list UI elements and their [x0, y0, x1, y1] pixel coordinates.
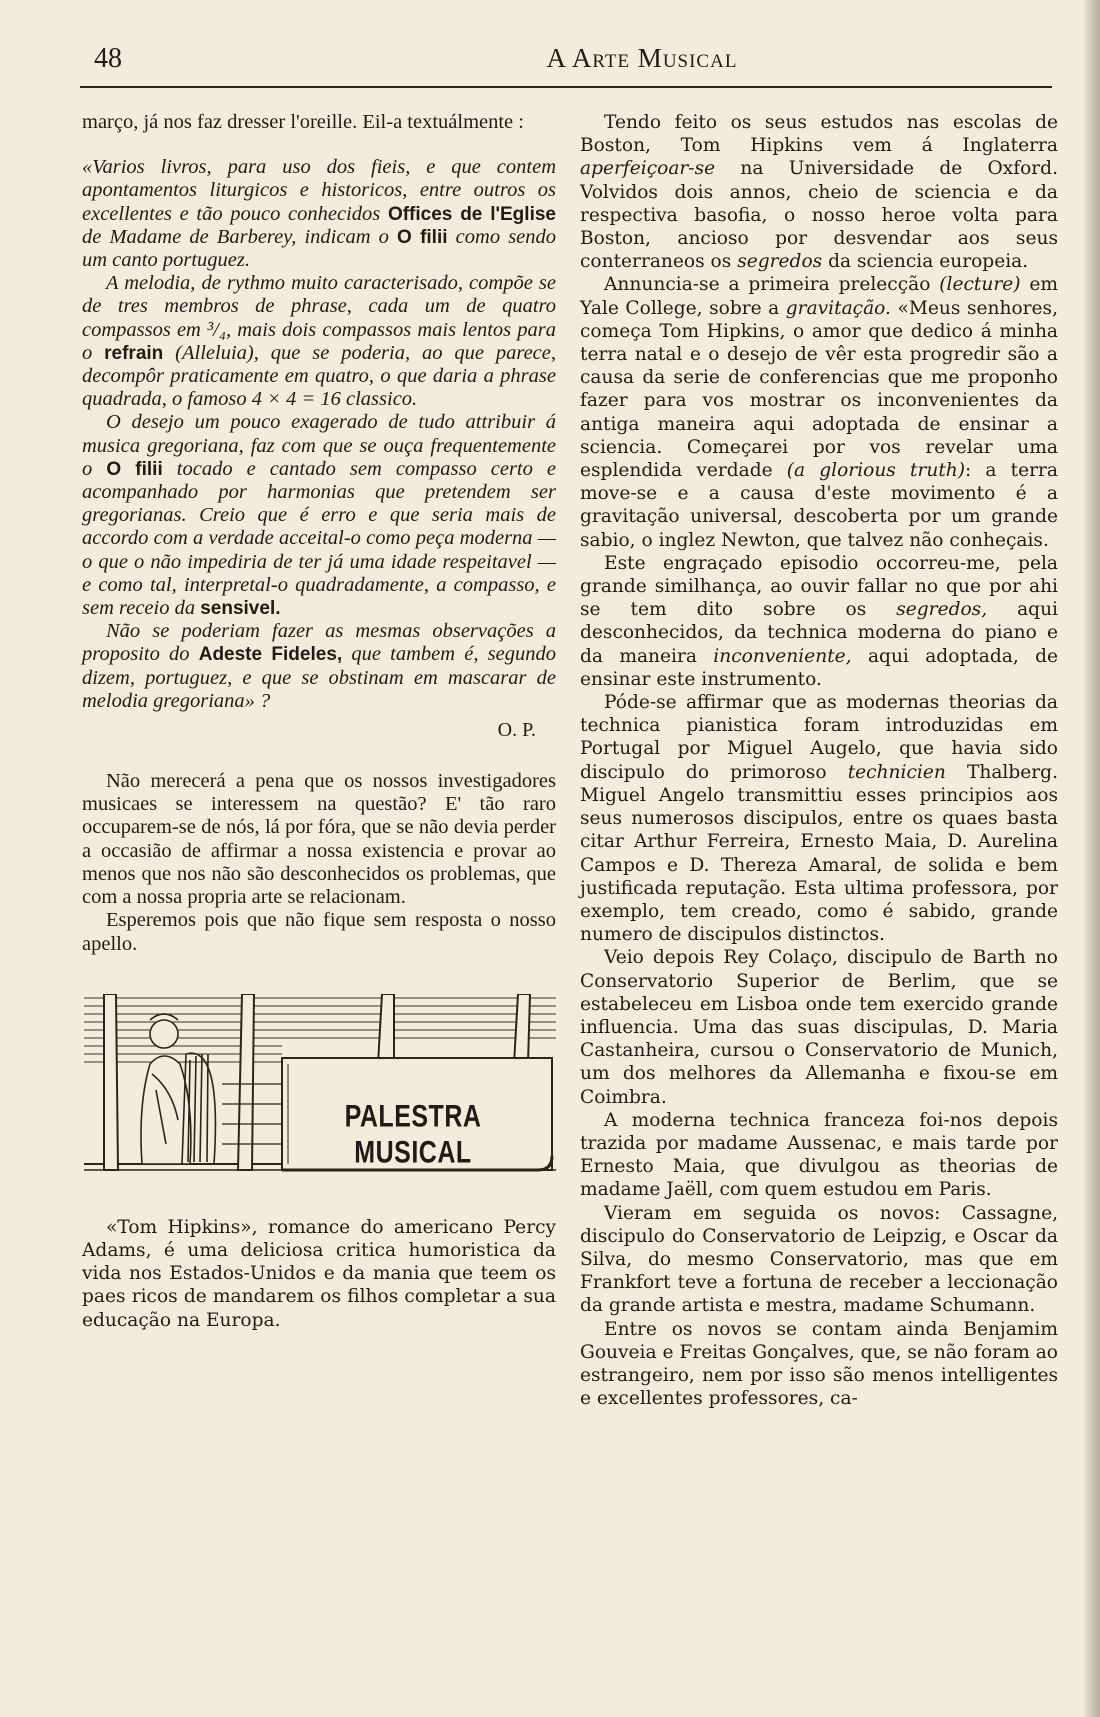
body-paragraph: Não merecerá a pena que os nossos investigadores musicaes se interessem na questão? E' tão raro occuparem-se de nós, lá por fóra, que se não devia perder a occasião de affirmar a nossa existencia e provar ao menos que nos não são desconhecidos os problemas, que com a nossa propria arte se relacionam. [82, 770, 556, 909]
italic-term: inconveniente, [713, 645, 852, 667]
header-rule [80, 86, 1052, 88]
quote-bold-term: sensivel. [200, 598, 281, 620]
italic-term: gravitação. [785, 297, 891, 319]
quote-text: «Varios livros, para uso dos fieis, e que contem apontamentos liturgicos e historicos, entre outros os excellentes e tão pouco conhecidos [82, 156, 556, 225]
body-paragraph: Entre os novos se contam ainda Benjamim Gouveia e Freitas Gonçalves, que, se não foram ao estrangeiro, nem por isso são menos intelligentes e excellentes professores, ca- [580, 1318, 1058, 1410]
quote-bold-term: O filii [397, 226, 448, 248]
body-paragraph: Vieram em seguida os novos: Cassagne, discipulo do Conservatorio de Leipzig, e Oscar da Silva, do mesmo Conservatorio, mas que em Frankfort teve a fortuna de receber a leccionação da grande artista e mestra, madame Schumann. [580, 1202, 1058, 1317]
quote-text: tocado e cantado sem compasso certo e acompanhado por harmonias que pretendem ser gregorianas. Creio que é erro e que seria mais de accordo com a verdade acceital-o como peça moderna —o que o não impediria de ter já uma idade respeitavel — e como tal, interpretal-o quadradamente, a compasso, e sem receio da [82, 457, 557, 620]
left-column [82, 111, 556, 1332]
quote-text: A melodia, de rythmo muito caracterisado, compõe se de tres membros de phrase, cada um de quatro compassos em ³/₄, mais dois compassos mais lentos para o [82, 272, 556, 364]
quote-bold-term: refrain [104, 342, 164, 364]
body-paragraph: Veio depois Rey Colaço, discipulo de Barth no Conservatorio Superior de Berlim, que se estabeleceu em Lisboa onde tem exercido grande influencia. Uma das suas discipulas, D. Maria Castanheira, cursou o Conservatorio de Munich, um dos melhores da Allemanha e fixou-se em Coimbra. [580, 947, 1058, 1108]
quote-bold-term: Offices de l'Eglise [387, 203, 556, 225]
italic-term: aperfeiçoar-se [580, 158, 716, 180]
quote-text: de Madame de Barberey, indicam o [82, 225, 398, 248]
body-text: «Meus senhores, começa Tom Hipkins, o amor que dedico á minha terra natal e o desejo de vêr esta progredir são a causa da serie de conferencias que me proponho fazer para vos mostrar os inconvenientes da antiga maneira aqui adoptada de ensinar a sciencia. Começarei por vos revelar uma esplendida verdade [580, 297, 1058, 482]
italic-term: (a glorious truth) [786, 460, 966, 482]
body-text: : a terra move-se e a causa d'este movimento é a gravitação universal, descoberta por um grande sabio, o inglez Newton, que talvez não conheçais. [580, 460, 1058, 551]
body-text: Thalberg. Miguel Angelo transmittiu esses principios aos seus numerosos discipulos, entre os quaes basta citar Arthur Ferreira, Ernesto Maia, D. Aurelina Campos e D. Thereza Amaral, de solida e bem justificada reputação. Esta ultima professora, por exemplo, tem creado, como é sabido, grande numero de discipulos distinctos. [580, 761, 1058, 946]
quote-bold-term: O filii [106, 458, 163, 480]
body-paragraph: Esperemos pois que não fique sem resposta o nosso apello. [82, 909, 556, 955]
body-text: Póde-se affirmar que as modernas theorias da technica pianistica foram introduzidas em Portugal por Miguel Augelo, que havia sido discipulo do primoroso [580, 692, 1058, 783]
body-paragraph [580, 691, 1058, 946]
quote-paragraph-3 [82, 411, 556, 620]
body-text: Annuncia-se a primeira prelecção [604, 274, 940, 296]
body-text: Tendo feito os seus estudos nas escolas de Boston, Tom Hipkins vem á Inglaterra [580, 112, 1058, 157]
quote-paragraph-4 [82, 620, 556, 713]
italic-term: segredos, [896, 599, 988, 621]
quote-paragraph-2 [82, 272, 556, 411]
body-paragraph [580, 111, 1058, 273]
body-text: em Yale College, sobre a [580, 274, 1058, 319]
italic-term: segredos [737, 251, 823, 273]
quote-text: como sendo um canto portuguez. [82, 225, 557, 272]
page-edge-shadow [1082, 0, 1100, 1717]
body-text: Este engraçado episodio occorreu-me, pela grande similhança, ao ouvir fallar no que por ahi se tem dito sobre os [580, 552, 1058, 621]
illustration-title: PALESTRA MUSICAL [344, 1098, 482, 1170]
body-text: na Universidade de Oxford. Volvidos dois annos, cheio de sciencia e da respectiva basofia, o nosso heroe volta para Boston, ancioso por desvendar aos seus conterraneos os [580, 158, 1058, 273]
quote-paragraph-1 [82, 156, 556, 272]
quote-text: que tambem é, segundo dizem, portuguez, e que se obstinam em mascarar de melodia gregoriana» ? [82, 643, 556, 712]
page-number: 48 [94, 43, 122, 74]
body-paragraph: A moderna technica franceza foi-nos depois trazida por madame Aussenac, e mais tarde por Ernesto Maia, que divulgou as theorias de madame Jaëll, com quem estudou em Paris. [580, 1109, 1058, 1201]
running-title: A Arte Musical [546, 43, 738, 73]
page-header [82, 38, 1040, 78]
body-text: aqui desconhecidos, da technica moderna do piano e da maneira [580, 599, 1058, 667]
signature: O. P. [497, 719, 536, 742]
right-column [580, 111, 1058, 1410]
italic-term: technicien [847, 761, 946, 783]
quote-text: Não se poderiam fazer as mesmas observações a proposito do [82, 620, 556, 666]
quote-bold-term: Adeste Fideles, [198, 644, 343, 666]
body-paragraph: «Tom Hipkins», romance do americano Percy Adams, é uma deliciosa critica humoristica da vida nos Estados-Unidos e da mania que teem os paes ricos de mandarem os filhos completar a sua educação na Europa. [82, 1216, 556, 1331]
quote-text: (Alleluia), que se poderia, ao que parece, decompôr praticamente em quatro, o que daria a phrase quadrada, o famoso 4 × 4 = 16 classico. [82, 341, 556, 411]
quote-text: O desejo um pouco exagerado de tudo attribuir á musica gregoriana, faz com que se ouça frequentemente o [82, 411, 556, 480]
body-paragraph [580, 273, 1058, 551]
italic-term: (lecture) [939, 274, 1021, 296]
body-text: aqui adoptada, de ensinar este instrumento. [580, 645, 1058, 690]
intro-paragraph [82, 111, 556, 134]
body-text: da sciencia europeia. [822, 251, 1029, 273]
palestra-musical-illustration [82, 994, 556, 1176]
body-paragraph [580, 552, 1058, 691]
intro-text: março, já nos faz dresser l'oreille. Eil-a textuálmente : [82, 111, 524, 133]
